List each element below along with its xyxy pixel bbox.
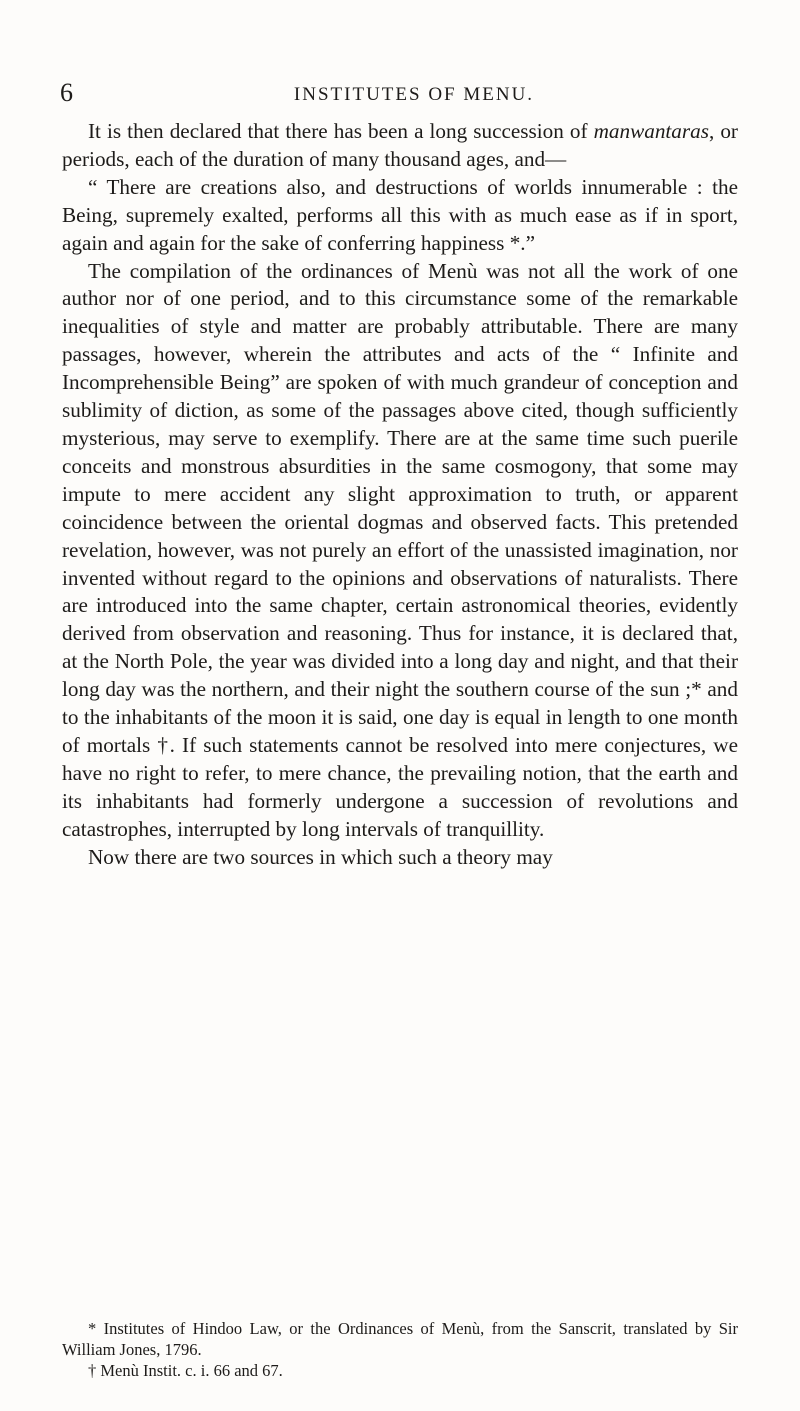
paragraph-1-start: It is then declared that there has been a long succession of: [88, 119, 594, 143]
page-number: 6: [60, 78, 73, 107]
footnote-2: † Menù Instit. c. i. 66 and 67.: [88, 1361, 283, 1380]
footnote-1: * Institutes of Hindoo Law, or the Ordinances of Menù, from the Sanscrit, translated by Sir William Jones, 1796.: [62, 1319, 738, 1359]
running-title: INSTITUTES OF MENU.: [293, 84, 535, 105]
paragraph-1: [62, 118, 738, 174]
footnotes: [62, 1318, 738, 1381]
italic-term: manwantaras: [593, 119, 709, 143]
body-text: [62, 118, 738, 871]
paragraph-2-quotation: “ There are creations also, and destructions of worlds innumerable : the Being, supremely exalted, performs all this with as much ease as if in sport, again and again for the sake of conferring happiness *.”: [62, 174, 738, 255]
paragraph-4: Now there are two sources in which such a theory may: [88, 844, 553, 869]
running-head: [60, 78, 738, 118]
paragraph-1-end: , or periods, each of the duration of many thousand ages, and—: [62, 119, 738, 171]
paragraph-3: The compilation of the ordinances of Menù was not all the work of one author nor of one period, and to this circumstance some of the remarkable inequalities of style and matter are probably attributable. There are many passages, however, wherein the attributes and acts of the “ Infinite and Incomprehensible Being” are spoken of with much grandeur of conception and sublimity of diction, as some of the passages above cited, though sufficiently mysterious, may serve to exemplify. There are at the same time such puerile conceits and monstrous absurdities in the same cosmogony, that some may impute to mere accident any slight approximation to truth, or apparent coincidence between the oriental dogmas and observed facts. This pretended revelation, however, was not purely an effort of the unassisted imagination, nor invented without regard to the opinions and observations of naturalists. There are introduced into the same chapter, certain astronomical theories, evidently derived from observation and reasoning. Thus for instance, it is declared that, at the North Pole, the year was divided into a long day and night, and that their long day was the northern, and their night the southern course of the sun ;* and to the inhabitants of the moon it is said, one day is equal in length to one month of mortals †. If such statements cannot be resolved into mere conjectures, we have no right to refer, to mere chance, the prevailing notion, that the earth and its inhabitants had formerly undergone a succession of revolutions and catastrophes, interrupted by long intervals of tranquillity.: [62, 258, 738, 841]
